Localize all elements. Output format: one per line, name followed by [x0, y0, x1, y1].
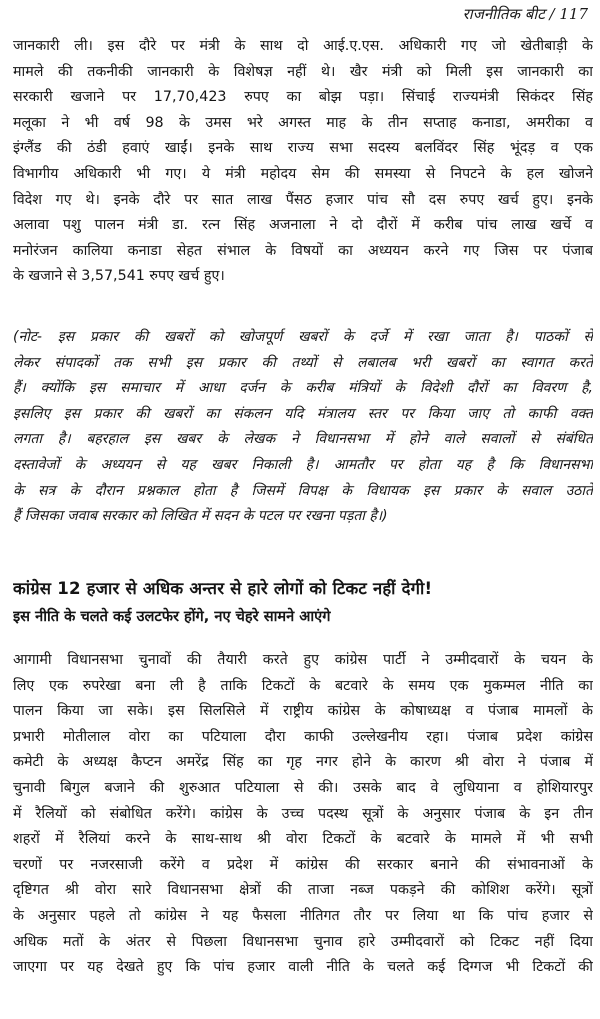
- text-line: जानकारी ली। इस दौरे पर मंत्री के साथ दो आई.ए.एस. अधिकारी गए जो खेतीबाड़ी के: [13, 38, 593, 54]
- text-line: लिए एक रुपरेखा बना ली है ताकि टिकटों के बटवारे के समय एक मुकम्मल नीति का: [13, 677, 593, 694]
- text-line: चरणों पर नजरसाजी करेंगे व प्रदेश में कांग्रेस की सरकार बनाने की संभावनाओं के: [13, 856, 593, 873]
- text-line: इसलिए इस प्रकार की खबरों का संकलन यदि मंत्रालय स्तर पर किया जाए तो काफी वक्त: [13, 405, 593, 422]
- article-headline: कांग्रेस 12 हजार से अधिक अन्तर से हारे लोगों को टिकट नहीं देगी!: [13, 579, 433, 598]
- paragraph-expense-details: [13, 34, 593, 290]
- text-line: विदेश गए थे। इनके दौरे पर सात लाख पैंसठ हजार पांच सौ दस रुपए खर्च हुए। इनके: [13, 191, 593, 208]
- text-line: विभागीय अधिकारी भी गए। ये मंत्री महोदय सेम की समस्या से निपटने के हल खोजने: [13, 165, 593, 182]
- text-line: सरकारी खजाने पर 17,70,423 रुपए का बोझ पड़ा। सिंचाई राज्यमंत्री सिकंदर सिंह: [13, 89, 593, 106]
- text-line: मनोरंजन कालिया कनाडा सेहत संभाल के विषयों का अध्ययन करने गए जिस पर पंजाब: [13, 242, 593, 259]
- text-line: मलूका ने भी वर्ष 98 के उमस भरे अगस्त माह के तीन सप्ताह कनाडा, अमरीका व: [13, 114, 593, 131]
- editor-note: [13, 325, 593, 530]
- text-line: पालन किया जा सके। इस सिलसिले में राष्ट्रीय कांग्रेस के कोषाध्यक्ष व पंजाब मामलों के: [13, 703, 593, 720]
- text-line: अधिक मतों के अंतर से पिछला विधानसभा चुनाव हारे उम्मीदवारों को टिकट नहीं दिया: [13, 933, 593, 950]
- text-line: हैं। क्योंकि इस समाचार में आधा दर्जन के करीब मंत्रियों के विदेशी दौरों का विवरण है,: [13, 380, 593, 397]
- text-line: दस्तावेजों के अध्ययन से यह खबर निकाली है। आमतौर पर होता यह है कि विधानसभा: [13, 456, 593, 473]
- running-head: राजनीतिक बीट / 117: [462, 5, 588, 23]
- text-line: कमेटी के अध्यक्ष कैप्टन अमरेंद्र सिंह का गृह नगर होने के कारण श्री वोरा ने पंजाब में: [13, 754, 593, 771]
- text-line: हैं जिसका जवाब सरकार को लिखित में सदन के पटल पर रखना पड़ता है।): [13, 508, 388, 525]
- text-line: जाएगा पर यह देखते हुए कि पांच हजार वाली नीति के चलते कई दिग्गज भी टिकटों की: [13, 959, 593, 976]
- text-line: के खजाने से 3,57,541 रुपए खर्च हुए।: [13, 268, 225, 285]
- text-line: लेकर संपादकों तक सभी इस प्रकार की तथ्यों से लबालब भरी खबरों का स्वागत करते: [13, 354, 593, 371]
- text-line: शहरों में रैलियां करने के साथ-साथ श्री वोरा टिकटों के बटवारे के मामले में भी सभी: [13, 831, 593, 848]
- text-line: के सत्र के दौरान प्रश्नकाल होता है जिसमें विपक्ष के विधायक इस प्रकार के सवाल उठाते: [13, 482, 593, 499]
- text-line: लगता है। बहरहाल इस खबर के लेखक ने विधानसभा में होने वाले सवालों से संबंधित: [13, 431, 593, 448]
- text-line: दृष्टिगत श्री वोरा सारे विधानसभा क्षेत्रों की ताजा नब्ज पकड़ने की कोशिश करेंगे। सूत्रों: [13, 882, 593, 899]
- text-line: चुनावी बिगुल बजाने की शुरुआत पटियाला से की। उसके बाद वे लुधियाना व होशियारपुर: [13, 779, 593, 796]
- text-line: (नोट- इस प्रकार की खबरों को खोजपूर्ण खबरों के दर्जे में रखा जाता है। पाठकों से: [13, 329, 593, 345]
- text-line: इंग्लैंड की ठंडी हवाएं खाईं। इनके साथ राज्य सभा सदस्य बलविंदर सिंह भूंदड़ व एक: [13, 140, 593, 157]
- text-line: आगामी विधानसभा चुनावों की तैयारी करते हुए कांग्रेस पार्टी ने उम्मीदवारों के चयन के: [13, 652, 593, 668]
- paragraph-congress-policy: [13, 648, 593, 981]
- text-line: में रैलियों को संबोधित करेंगे। कांग्रेस के उच्च पदस्थ सूत्रों के अनुसार पंजाब के इन तीन: [13, 805, 593, 822]
- text-line: अलावा पशु पालन मंत्री डा. रत्न सिंह अजनाला ने दो दौरों में करीब पांच लाख खर्चे व: [13, 217, 593, 234]
- text-line: के अनुसार पहले तो कांग्रेस ने यह फैसला नीतिगत तौर पर लिया था कि पांच हजार से: [13, 907, 593, 924]
- article-subheadline: इस नीति के चलते कई उलटफेर होंगे, नए चेहरे सामने आएंगे: [13, 608, 331, 625]
- text-line: प्रभारी मोतीलाल वोरा का पटियाला दौरा काफी उल्लेखनीय रहा। पंजाब प्रदेश कांग्रेस: [13, 728, 593, 745]
- text-line: मामले की तकनीकी जानकारी के विशेषज्ञ नहीं थे। खैर मंत्री को मिली इस जानकारी का: [13, 63, 593, 80]
